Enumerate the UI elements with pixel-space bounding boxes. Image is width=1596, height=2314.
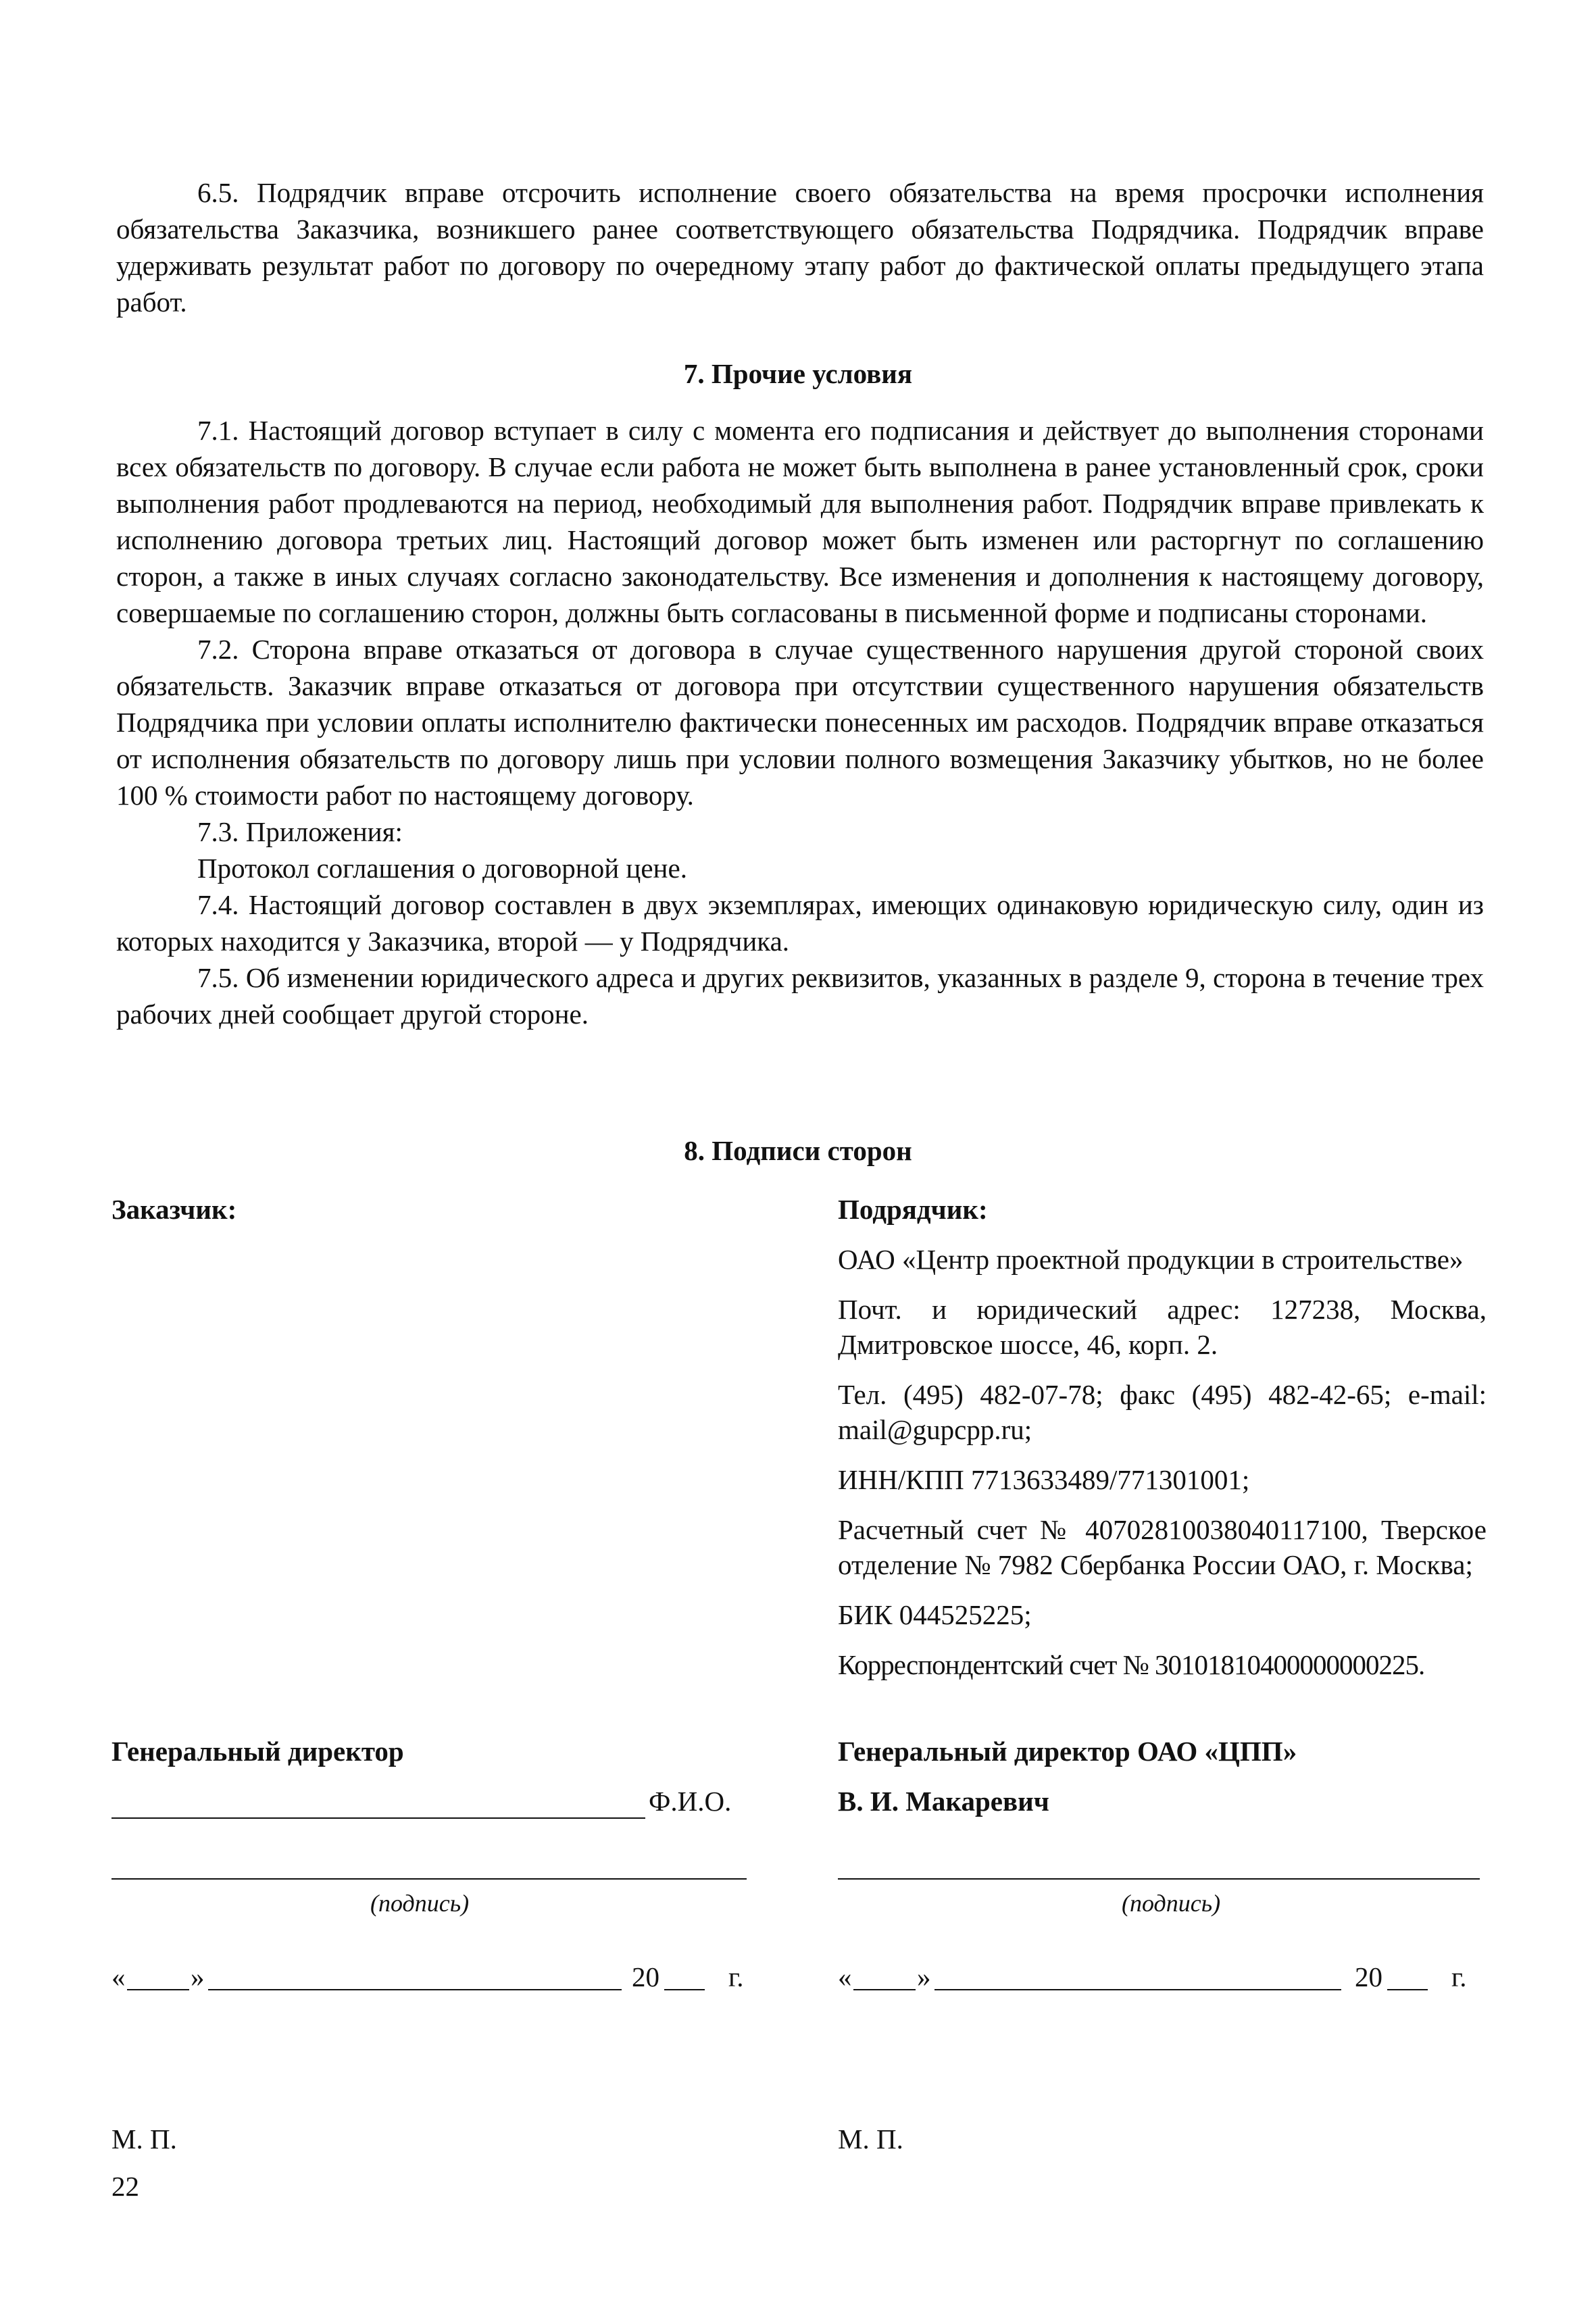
section-7-heading: 7. Прочие условия xyxy=(683,358,913,389)
paragraph-7-2: 7.2. Сторона вправе отказаться от договора в случае существенного нарушения другой стороной своих обязательств. Заказчик вправе отказаться от договора при отсутствии существенного нарушения обязательств Подрядчика при условии оплаты исполнителю фактически понесенных им расходов. Подрядчик вправе отказаться от исполнения обязательств по договору лишь при условии полного возмещения Заказчику убытков, но не более 100 % стоимости работ по настоящему договору. xyxy=(116,634,1484,811)
customer-year-line xyxy=(664,1989,705,1990)
contractor-label: Подрядчик: xyxy=(838,1194,988,1225)
customer-date-day-line xyxy=(127,1989,189,1990)
contractor-director-title: Генеральный директор ОАО «ЦПП» xyxy=(838,1736,1297,1767)
section-6-text xyxy=(116,174,1484,320)
section-8-heading: 8. Подписи сторон xyxy=(684,1135,912,1166)
paragraph-7-4: 7.4. Настоящий договор составлен в двух экземплярах, имеющих одинаковую юридическую силу, один из которых находится у Заказчика, второй — у Подрядчика. xyxy=(116,889,1484,957)
contractor-director-name: В. И. Макаревич xyxy=(838,1786,1049,1817)
paragraph-7-1: 7.1. Настоящий договор вступает в силу с момента его подписания и действует до выполнения сторонами всех обязательств по договору. В случае если работа не может быть выполнена в ранее установленный срок, сроки выполнения работ продлеваются на период, необходимый для выполнения работ. Подрядчик вправе привлекать к исполнению договора третьих лиц. Настоящий договор может быть изменен или расторгнут по соглашению сторон, а также в иных случаях согласно законодательству. Все изменения и дополнения к настоящему договору, совершаемые по соглашению сторон, должны быть согласованы в письменной форме и подписаны сторонами. xyxy=(116,415,1484,628)
customer-label: Заказчик: xyxy=(111,1194,237,1225)
customer-stamp: М. П. xyxy=(111,2123,177,2155)
contractor-date-quote-open: « xyxy=(838,1961,852,1992)
contractor-signature-caption: (подпись) xyxy=(1122,1890,1221,1917)
contractor-inn: ИНН/КПП 7713633489/771301001; xyxy=(838,1464,1250,1495)
contractor-date-month-line xyxy=(934,1989,1341,1990)
customer-date-quote-close: » xyxy=(191,1961,205,1992)
customer-date-month-line xyxy=(208,1989,622,1990)
contractor-signature-line xyxy=(838,1878,1480,1880)
contractor-year-line xyxy=(1387,1989,1428,1990)
contractor-bik: БИК 044525225; xyxy=(838,1599,1032,1630)
page-number: 22 xyxy=(111,2171,139,2202)
customer-signature-caption: (подпись) xyxy=(370,1890,470,1917)
paragraph-7-3-item: Протокол соглашения о договорной цене. xyxy=(197,853,687,884)
contractor-year-suffix: г. xyxy=(1451,1961,1467,1992)
customer-director-title: Генеральный директор xyxy=(111,1736,404,1767)
customer-fio-line xyxy=(111,1817,645,1819)
paragraph-7-3: 7.3. Приложения: xyxy=(197,816,403,847)
customer-fio: Ф.И.О. xyxy=(649,1786,732,1817)
customer-date-quote-open: « xyxy=(111,1961,126,1992)
contractor-corr-account: Корреспондентский счет № 30101810400000000225. xyxy=(838,1649,1425,1680)
contractor-stamp: М. П. xyxy=(838,2123,903,2155)
customer-signature-line xyxy=(111,1878,747,1880)
paragraph-7-5: 7.5. Об изменении юридического адреса и других реквизитов, указанных в разделе 9, сторона в течение трех рабочих дней сообщает другой стороне. xyxy=(116,962,1484,1030)
contractor-date-day-line xyxy=(853,1989,916,1990)
paragraph-6-5: 6.5. Подрядчик вправе отсрочить исполнение своего обязательства на время просрочки исполнения обязательства Заказчика, возникшего ранее соответствующего обязательства Подрядчика. Подрядчик вправе удерживать результат работ по договору по очередному этапу работ до фактической оплаты предыдущего этапа работ. xyxy=(116,177,1484,318)
contractor-org: ОАО «Центр проектной продукции в строительстве» xyxy=(838,1244,1464,1275)
contractor-details xyxy=(838,1192,1487,1697)
contractor-contacts: Тел. (495) 482-07-78; факс (495) 482-42-65; e-mail: mail@gupcpp.ru; xyxy=(838,1379,1487,1445)
section-7-text xyxy=(116,412,1484,1032)
contractor-year-prefix: 20 xyxy=(1355,1961,1382,1992)
contractor-date-quote-close: » xyxy=(917,1961,931,1992)
contractor-account: Расчетный счет № 40702810038040117100, Тверское отделение № 7982 Сбербанка России ОАО, г. Москва; xyxy=(838,1514,1487,1580)
customer-year-prefix: 20 xyxy=(632,1961,659,1992)
contractor-address: Почт. и юридический адрес: 127238, Москва, Дмитровское шоссе, 46, корп. 2. xyxy=(838,1294,1487,1360)
customer-year-suffix: г. xyxy=(728,1961,744,1992)
